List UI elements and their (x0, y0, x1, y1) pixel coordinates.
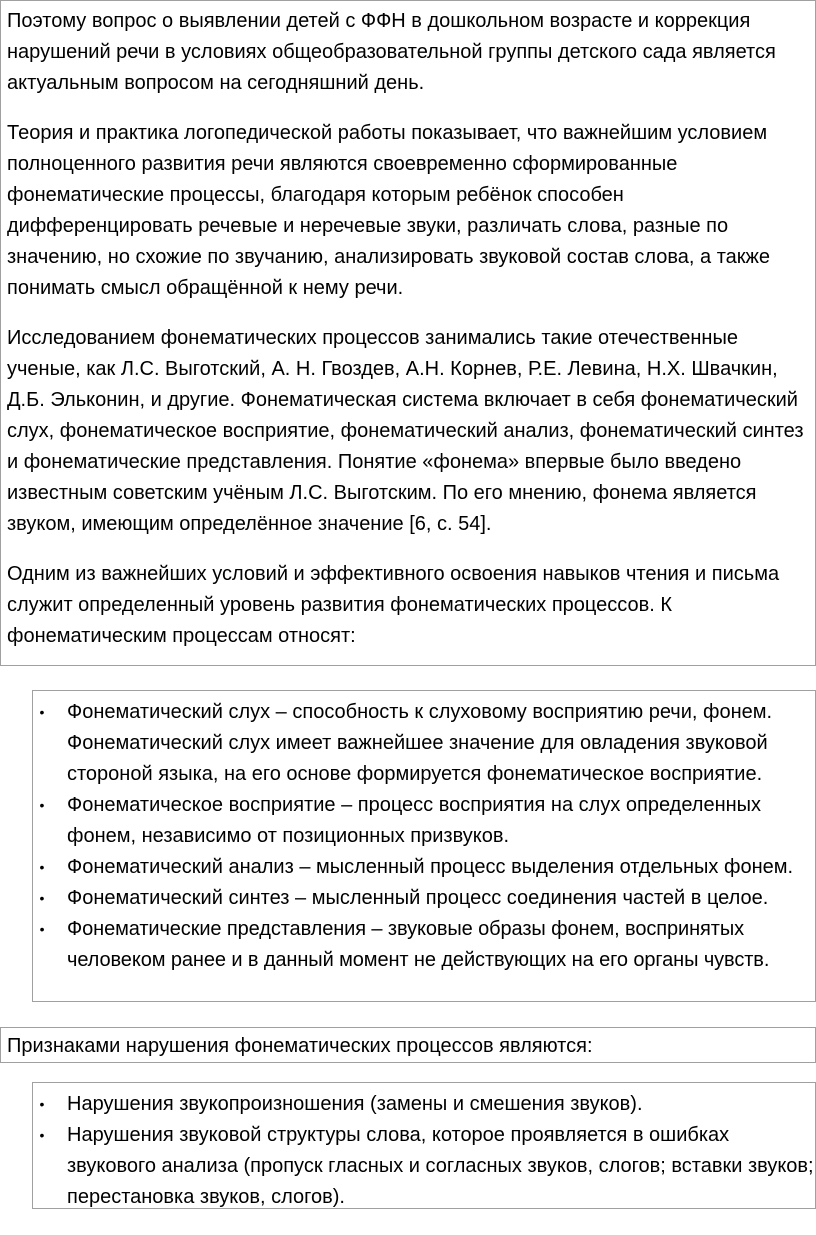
signs-list-block (32, 1082, 816, 1209)
list-item (33, 852, 815, 883)
bullet-icon: • (39, 1096, 45, 1112)
bullet-icon: • (39, 859, 45, 875)
list-item (33, 1120, 815, 1213)
list-item-text: Нарушения звуковой структуры слова, которое проявляется в ошибках звукового анализа (пропуск гласных и согласных звуков, слогов; вставки звуков; перестановка звуков, слогов). (67, 1124, 814, 1208)
paragraph-theory: Теория и практика логопедической работы показывает, что важнейшим условием полноценного развития речи являются своевременно сформированные фонематические процессы, благодаря которым ребёнок способен дифференцировать речевые и неречевые звуки, различать слова, разные по значению, но схожие по звучанию, анализировать звуковой состав слова, а также понимать смысл обращённой к нему речи. (7, 122, 771, 299)
paragraph-intro: Поэтому вопрос о выявлении детей с ФФН в дошкольном возрасте и коррекция нарушений речи в условиях общеобразовательной группы детского сада является актуальным вопросом на сегодняшний день. (7, 10, 776, 94)
signs-heading-block (0, 1027, 816, 1063)
bullet-icon: • (39, 1127, 45, 1143)
list-item (33, 883, 815, 914)
paragraph-processes-intro: Одним из важнейших условий и эффективного освоения навыков чтения и письма служит определенный уровень развития фонематических процессов. К фонематическим процессам относят: (7, 563, 780, 647)
list-item-text: Нарушения звукопроизношения (замены и смешения звуков). (67, 1093, 643, 1115)
list-item (33, 914, 815, 976)
list-item-text: Фонематический слух – способность к слуховому восприятию речи, фонем. Фонематический слух имеет важнейшее значение для овладения звуковой стороной языка, на его основе формируется фонематическое восприятие. (67, 701, 773, 785)
signs-list (33, 1089, 815, 1213)
bullet-icon: • (39, 704, 45, 720)
processes-list (33, 697, 815, 976)
list-item-text: Фонематическое восприятие – процесс восприятия на слух определенных фонем, независимо от позиционных призвуков. (67, 794, 762, 847)
bullet-icon: • (39, 797, 45, 813)
bullet-icon: • (39, 921, 45, 937)
list-item (33, 790, 815, 852)
list-item-text: Фонематические представления – звуковые образы фонем, воспринятых человеком ранее и в данный момент не действующих на его органы чувств. (67, 918, 770, 971)
list-item-text: Фонематический синтез – мысленный процесс соединения частей в целое. (67, 887, 769, 909)
bullet-icon: • (39, 890, 45, 906)
list-item (33, 697, 815, 790)
list-item-text: Фонематический анализ – мысленный процесс выделения отдельных фонем. (67, 856, 794, 878)
list-item (33, 1089, 815, 1120)
signs-heading: Признаками нарушения фонематических процессов являются: (7, 1035, 593, 1057)
processes-list-block (32, 690, 816, 1002)
paragraph-research: Исследованием фонематических процессов занимались такие отечественные ученые, как Л.С. Выготский, А. Н. Гвоздев, А.Н. Корнев, Р.Е. Левина, Н.Х. Швачкин, Д.Б. Эльконин, и другие. Фонематическая система включает в себя фонематический слух, фонематическое восприятие, фонематический анализ, фонематический синтез и фонематические представления. Понятие «фонема» впервые было введено известным советским учёным Л.С. Выготским. По его мнению, фонема является звуком, имеющим определённое значение [6, с. 54]. (7, 327, 804, 535)
